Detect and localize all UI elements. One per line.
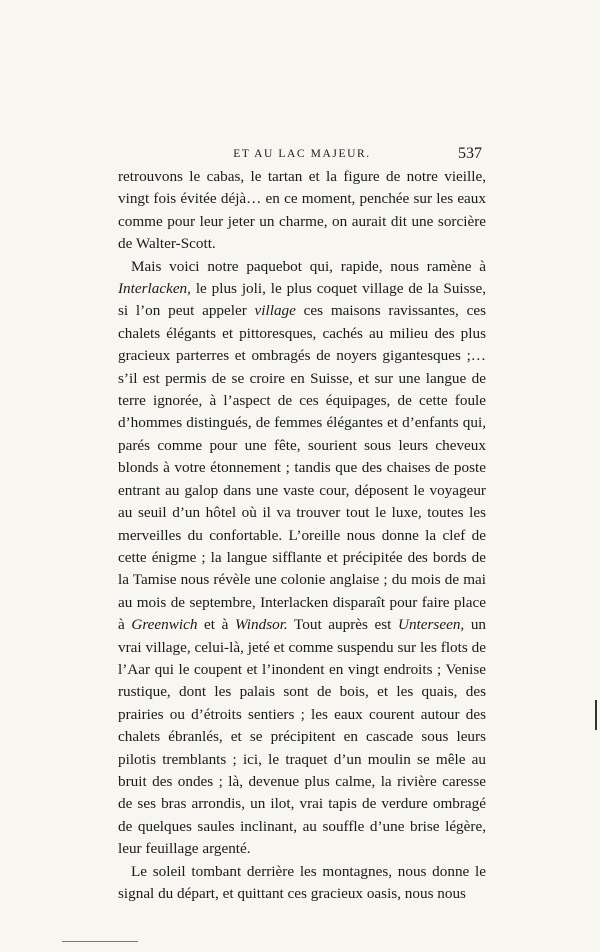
paragraph-sunset [118,861,486,906]
place-name-windsor: Windsor. [234,616,288,634]
place-name-unterseen: Unterseen, [398,616,465,634]
running-head [118,146,486,164]
paragraph-text: Mais voici notre paquebot qui, rapide, nous ramène à [131,257,486,275]
paragraph-continued [118,166,486,256]
page-number: 537 [458,145,482,162]
paragraph-text: un vrai village, celui-là, jeté et comme suspendu sur les flots de l’Aar qui le coupent et l’inondent en vingt endroits ; Venise rustique, dont les palais sont de bois, et les quais, des prairies ou d’étroits sentiers ; les eaux courent autour des chalets ébranlés, et se précipitent en cascade sous leurs pilotis tremblants ; ici, le traquet d’un moulin se mêle au bruit des ondes ; là, devenue plus calme, la rivière caresse de ses bras arrondis, un ilot, vrai tapis de verdure ombragé de quelques saules inclinant, au souffle d’une brise légère, leur feuillage argenté. [118,616,487,858]
paragraph-text: Le soleil tombant derrière les montagnes, nous donne le signal du départ, et quittant ces gracieux oasis, nous nous [118,862,486,902]
margin-mark [595,700,597,730]
bottom-rule [62,941,138,942]
paragraph-text: le plus joli, le plus coquet village de la Suisse, si l’on peut appeler [118,280,486,320]
paragraph-text: Tout auprès est [287,616,398,634]
paragraph-interlacken [118,256,486,861]
paragraph-text: et à [197,616,235,634]
place-name-greenwich: Greenwich [131,616,198,634]
place-name-interlacken: Interlacken, [118,280,191,298]
italic-word-village: village [254,302,296,320]
paragraph-text: ces maisons ravissantes, ces chalets élégants et pittoresques, cachés au milieu des plus gracieux parterres et ombragés de noyers gigantesques ;… s’il est permis de se croire en Suisse, et sur une langue de terre ignorée, à l’aspect de ces équipages, de cette foule d’hommes distingués, de femmes élégantes et d’enfants qui, parés comme pour une fête, sourient sous leurs cheveux blonds à votre étonnement ; tandis que des chaises de poste entrant au galop dans une vaste cour, déposent le voyageur au seuil d’un hôtel où il va trouver tout le luxe, toutes les merveilles du confortable. L’oreille nous donne la clef de cette énigme ; la langue sifflante et précipitée des bords de la Tamise nous révèle une colonie anglaise ; du mois de mai au mois de septembre, Interlacken disparaît pour faire place à [118,302,486,634]
paragraph-text: retrouvons le cabas, le tartan et la figure de notre vieille, vingt fois évitée déjà… en ce moment, penchée sur les eaux comme pour leur jeter un charme, on aurait dit une sorcière de Walter-Scott. [118,168,486,253]
running-title: ET AU LAC MAJEUR. [233,148,371,160]
text-block [118,166,486,905]
